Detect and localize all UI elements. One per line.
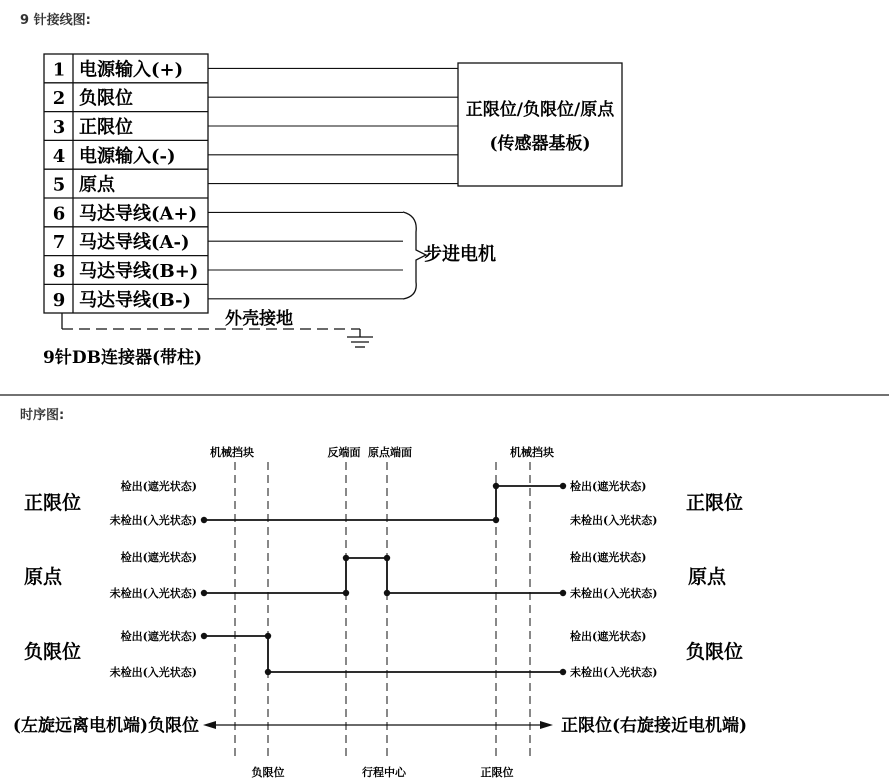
origin-face-label: 原点端面 bbox=[368, 446, 412, 459]
origin-not-detected-label-right: 未检出(入光状态) bbox=[570, 587, 658, 600]
sensor-board-box bbox=[458, 63, 622, 186]
pin-label: 电源输入(-) bbox=[79, 145, 176, 167]
neg-not-detected-label-right: 未检出(入光状态) bbox=[570, 666, 658, 679]
pin-rows bbox=[44, 58, 458, 310]
pin-number: 4 bbox=[52, 145, 66, 167]
pos-limit-signal-left: 正限位 bbox=[24, 492, 82, 514]
origin-not-detected-label-left: 未检出(入光状态) bbox=[109, 587, 197, 600]
bottom-travel-center-label: 行程中心 bbox=[362, 766, 406, 779]
pin-label: 电源输入(+) bbox=[79, 59, 184, 81]
connector-label: 9针DB连接器(带柱) bbox=[43, 348, 203, 368]
origin-waveform bbox=[204, 558, 563, 593]
direction-left-label: (左旋远离电机端)负限位 bbox=[12, 716, 199, 736]
ground-symbol-icon bbox=[347, 337, 373, 347]
timing-heading: 时序图: bbox=[20, 408, 65, 423]
pin-label: 负限位 bbox=[79, 88, 133, 110]
reverse-face-label: 反端面 bbox=[327, 446, 361, 459]
pin-number: 3 bbox=[52, 117, 66, 138]
arrow-right-icon bbox=[540, 721, 553, 729]
pin-label: 原点 bbox=[79, 174, 115, 196]
origin-detected-label-right: 检出(遮光状态) bbox=[570, 551, 647, 564]
pin-number: 1 bbox=[52, 59, 66, 81]
pin-label: 正限位 bbox=[79, 117, 133, 138]
wiring-heading: 9 针接线图: bbox=[20, 13, 91, 28]
motor-brace bbox=[403, 212, 426, 299]
ground-label: 外壳接地 bbox=[225, 309, 293, 329]
bottom-pos-limit-label: 正限位 bbox=[480, 766, 514, 779]
sensor-board-subtitle: (传感器基板) bbox=[489, 134, 591, 154]
pin-number: 8 bbox=[52, 261, 66, 282]
mech-block-right-label: 机械挡块 bbox=[510, 446, 554, 459]
pin-label: 马达导线(A+) bbox=[79, 203, 198, 225]
pin-label: 马达导线(B-) bbox=[79, 289, 192, 311]
pos-not-detected-label-right: 未检出(入光状态) bbox=[570, 514, 658, 527]
sensor-board-title: 正限位/负限位/原点 bbox=[465, 100, 615, 120]
neg-not-detected-label-left: 未检出(入光状态) bbox=[109, 666, 197, 679]
motor-label: 步进电机 bbox=[424, 244, 496, 265]
pos-detected-label-right: 检出(遮光状态) bbox=[570, 480, 647, 493]
mech-block-left-label: 机械挡块 bbox=[210, 446, 254, 459]
origin-detected-label-left: 检出(遮光状态) bbox=[120, 551, 197, 564]
pos-limit-waveform bbox=[204, 486, 563, 520]
neg-limit-signal-right: 负限位 bbox=[686, 641, 744, 663]
pin-number: 5 bbox=[52, 174, 66, 196]
neg-limit-signal-left: 负限位 bbox=[24, 641, 82, 663]
pin-number: 2 bbox=[52, 88, 66, 110]
pin-number: 6 bbox=[52, 203, 66, 225]
pos-detected-label-left: 检出(遮光状态) bbox=[120, 480, 197, 493]
direction-right-label: 正限位(右旋接近电机端) bbox=[561, 716, 748, 736]
waveform-dots bbox=[201, 483, 566, 675]
pos-not-detected-label-left: 未检出(入光状态) bbox=[109, 514, 197, 527]
pin-label: 马达导线(B+) bbox=[79, 261, 199, 282]
bottom-neg-limit-label: 负限位 bbox=[251, 766, 285, 779]
pin-number: 9 bbox=[52, 289, 66, 311]
pin-number: 7 bbox=[52, 232, 66, 254]
pin-label: 马达导线(A-) bbox=[79, 232, 190, 254]
position-markers bbox=[235, 462, 530, 756]
neg-limit-waveform bbox=[204, 636, 563, 672]
neg-detected-label-right: 检出(遮光状态) bbox=[570, 630, 647, 643]
ground-wire bbox=[62, 313, 360, 337]
origin-signal-right: 原点 bbox=[688, 566, 727, 588]
pos-limit-signal-right: 正限位 bbox=[686, 492, 744, 514]
arrow-left-icon bbox=[203, 721, 216, 729]
neg-detected-label-left: 检出(遮光状态) bbox=[120, 630, 197, 643]
origin-signal-left: 原点 bbox=[24, 566, 63, 588]
